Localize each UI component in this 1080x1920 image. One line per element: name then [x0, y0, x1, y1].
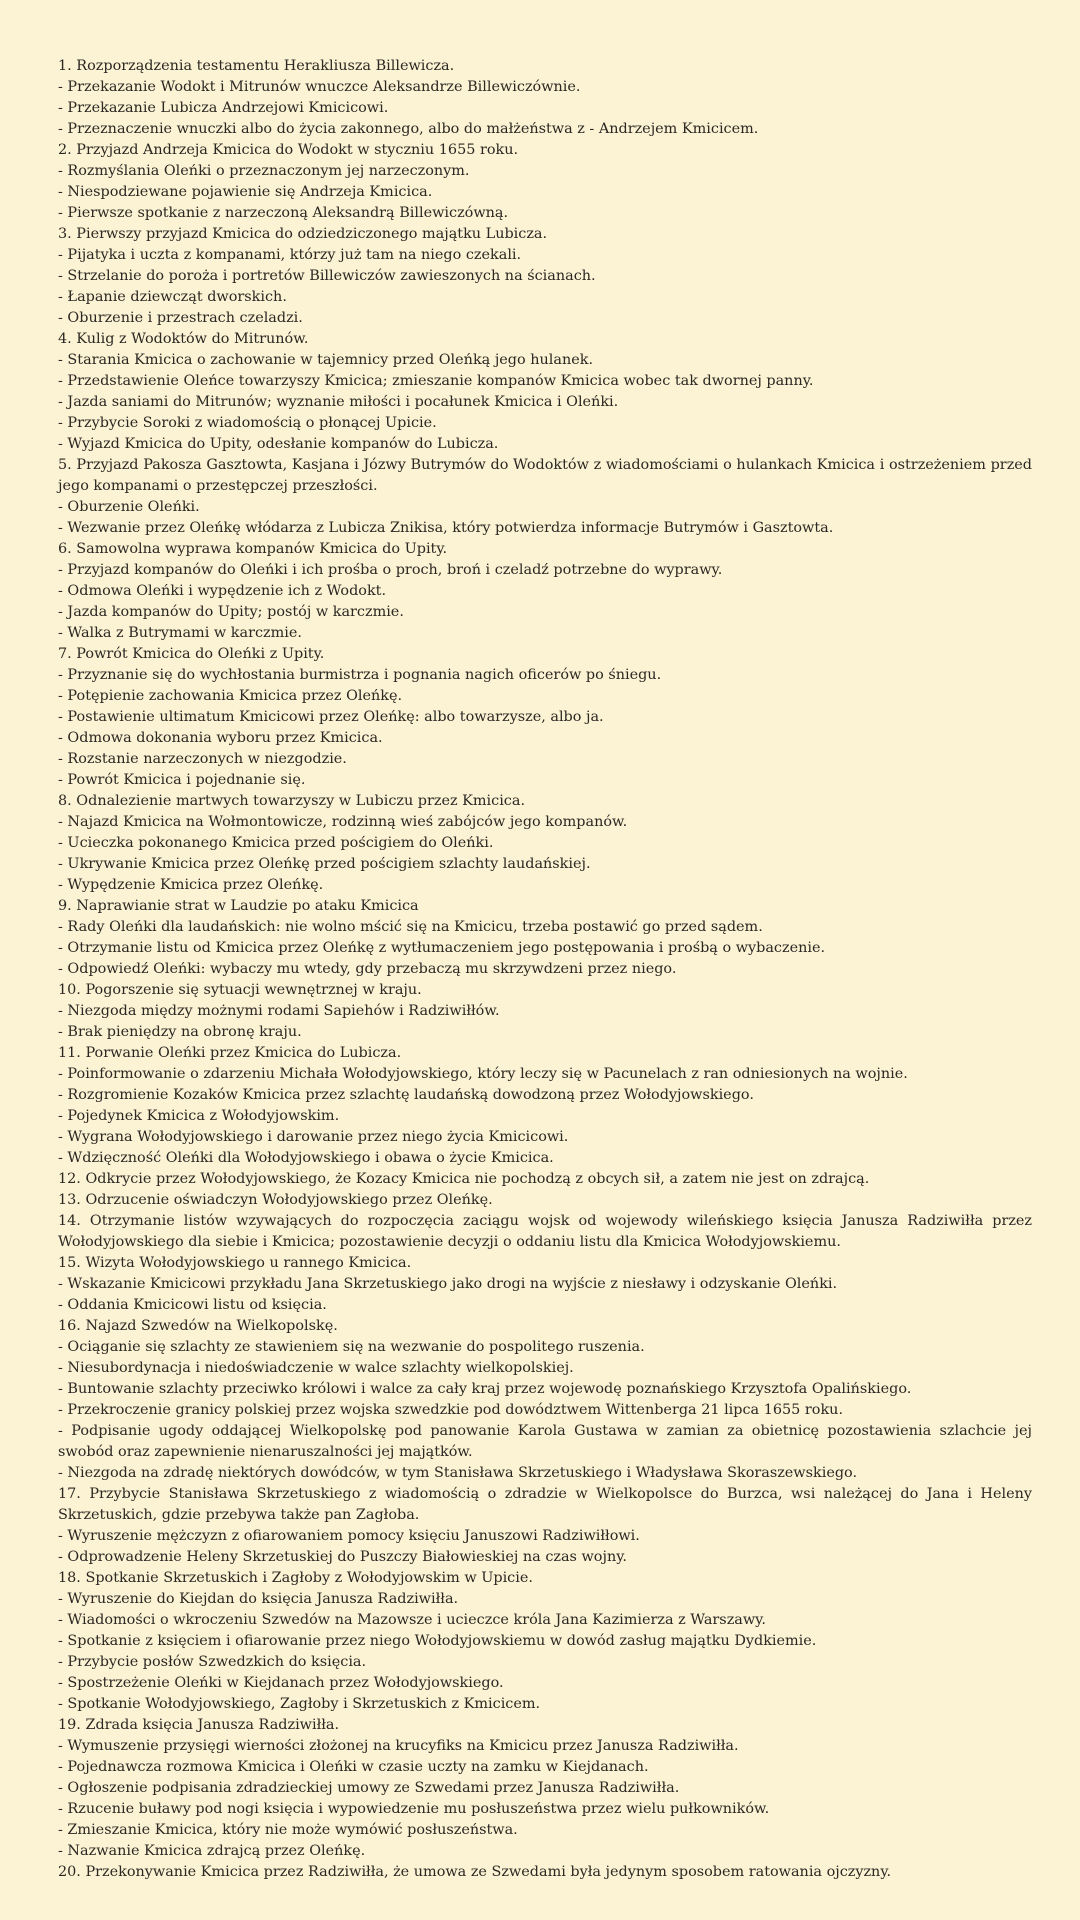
outline-subpoint: - Starania Kmicica o zachowanie w tajemnicy przed Oleńką jego hulanek.	[58, 352, 594, 368]
outline-subpoint: - Oburzenie i przestrach czeladzi.	[58, 310, 303, 326]
outline-subpoint: - Buntowanie szlachty przeciwko królowi i walce za cały kraj przez wojewodę poznańskiego Krzysztofa Opalińskiego.	[58, 1381, 912, 1397]
outline-heading: 13. Odrzucenie oświadczyn Wołodyjowskiego przez Oleńkę.	[58, 1192, 493, 1208]
outline-subpoint: - Łapanie dziewcząt dworskich.	[58, 289, 287, 305]
outline-subpoint: - Odmowa dokonania wyboru przez Kmicica.	[58, 730, 383, 746]
outline-heading: 3. Pierwszy przyjazd Kmicica do odziedziczonego majątku Lubicza.	[58, 226, 548, 242]
outline-subpoint: - Wymuszenie przysięgi wierności złożonej na krucyfiks na Kmicicu przez Janusza Radziwiłła.	[58, 1738, 739, 1754]
outline-subpoint: - Spotkanie z księciem i ofiarowanie przez niego Wołodyjowskiemu w dowód zasług majątku Dydkiemie.	[58, 1633, 817, 1649]
outline-subpoint: - Pojedynek Kmicica z Wołodyjowskim.	[58, 1108, 340, 1124]
outline-heading: 20. Przekonywanie Kmicica przez Radziwiłła, że umowa ze Szwedami była jedynym sposobem ratowania ojczyzny.	[58, 1864, 892, 1880]
outline-subpoint: - Potępienie zachowania Kmicica przez Oleńkę.	[58, 688, 403, 704]
outline-subpoint: - Jazda saniami do Mitrunów; wyznanie miłości i pocałunek Kmicica i Oleńki.	[58, 394, 619, 410]
outline-subpoint: - Rady Oleńki dla laudańskich: nie wolno mścić się na Kmicicu, trzeba postawić go przed sądem.	[58, 919, 763, 935]
outline-heading: 14. Otrzymanie listów wzywających do rozpoczęcia zaciągu wojsk od wojewody wileńskiego księcia Janusza Radziwiłła przez Wołodyjowskiego dla siebie i Kmicica; pozostawienie decyzji o oddaniu listu dla Kmicica Wołodyjowskiemu.	[58, 1213, 1032, 1250]
outline-subpoint: - Ogłoszenie podpisania zdradzieckiej umowy ze Szwedami przez Janusza Radziwiłła.	[58, 1780, 680, 1796]
outline-heading: 19. Zdrada księcia Janusza Radziwiłła.	[58, 1717, 340, 1733]
outline-subpoint: - Zmieszanie Kmicica, który nie może wymówić posłuszeństwa.	[58, 1822, 518, 1838]
outline-subpoint: - Ukrywanie Kmicica przez Oleńkę przed pościgiem szlachty laudańskiej.	[58, 856, 591, 872]
outline-heading: 16. Najazd Szwedów na Wielkopolskę.	[58, 1318, 338, 1334]
outline-heading: 9. Naprawianie strat w Laudzie po ataku Kmicica	[58, 898, 419, 914]
outline-heading: 11. Porwanie Oleńki przez Kmicica do Lubicza.	[58, 1045, 402, 1061]
outline-subpoint: - Wskazanie Kmicicowi przykładu Jana Skrzetuskiego jako drogi na wyjście z niesławy i odzyskanie Oleńki.	[58, 1276, 838, 1292]
outline-subpoint: - Pojednawcza rozmowa Kmicica i Oleńki w czasie uczty na zamku w Kiejdanach.	[58, 1759, 649, 1775]
outline-heading: 2. Przyjazd Andrzeja Kmicica do Wodokt w styczniu 1655 roku.	[58, 142, 519, 158]
outline-subpoint: - Pijatyka i uczta z kompanami, którzy już tam na niego czekali.	[58, 247, 522, 263]
outline-subpoint: - Jazda kompanów do Upity; postój w karczmie.	[58, 604, 404, 620]
outline-subpoint: - Poinformowanie o zdarzeniu Michała Wołodyjowskiego, który leczy się w Pacunelach z ran odniesionych na wojnie.	[58, 1066, 908, 1082]
outline-subpoint: - Strzelanie do poroża i portretów Billewiczów zawieszonych na ścianach.	[58, 268, 596, 284]
outline-subpoint: - Powrót Kmicica i pojednanie się.	[58, 772, 306, 788]
outline-subpoint: - Przeznaczenie wnuczki albo do życia zakonnego, albo do małżeństwa z - Andrzejem Kmicicem.	[58, 121, 759, 137]
outline-heading: 5. Przyjazd Pakosza Gasztowta, Kasjana i Józwy Butrymów do Wodoktów z wiadomościami o hulankach Kmicica i ostrzeżeniem przed jego kompanami o przestępczej przeszłości.	[58, 457, 1032, 494]
outline-subpoint: - Oddania Kmicicowi listu od księcia.	[58, 1297, 327, 1313]
outline-subpoint: - Odpowiedź Oleńki: wybaczy mu wtedy, gdy przebaczą mu skrzywdzeni przez niego.	[58, 961, 677, 977]
outline-subpoint: - Przyznanie się do wychłostania burmistrza i pognania nagich oficerów po śniegu.	[58, 667, 662, 683]
outline-subpoint: - Nazwanie Kmicica zdrajcą przez Oleńkę.	[58, 1843, 366, 1859]
outline-subpoint: - Przybycie posłów Szwedzkich do księcia.	[58, 1654, 367, 1670]
outline-subpoint: - Niesubordynacja i niedoświadczenie w walce szlachty wielkopolskiej.	[58, 1360, 574, 1376]
outline-subpoint: - Wyruszenie mężczyzn z ofiarowaniem pomocy księciu Januszowi Radziwiłłowi.	[58, 1528, 640, 1544]
outline-subpoint: - Odmowa Oleńki i wypędzenie ich z Wodokt.	[58, 583, 387, 599]
outline-subpoint: - Postawienie ultimatum Kmicicowi przez Oleńkę: albo towarzysze, albo ja.	[58, 709, 604, 725]
outline-heading: 6. Samowolna wyprawa kompanów Kmicica do Upity.	[58, 541, 448, 557]
outline-subpoint: - Wypędzenie Kmicica przez Oleńkę.	[58, 877, 324, 893]
outline-heading: 4. Kulig z Wodoktów do Mitrunów.	[58, 331, 309, 347]
outline-heading: 10. Pogorszenie się sytuacji wewnętrznej w kraju.	[58, 982, 422, 998]
outline-subpoint: - Wdzięczność Oleńki dla Wołodyjowskiego i obawa o życie Kmicica.	[58, 1150, 554, 1166]
outline-subpoint: - Niezgoda na zdradę niektórych dowódców, w tym Stanisława Skrzetuskiego i Władysława Skoraszewskiego.	[58, 1465, 858, 1481]
outline-subpoint: - Przyjazd kompanów do Oleńki i ich prośba o proch, broń i czeladź potrzebne do wyprawy.	[58, 562, 723, 578]
outline-subpoint: - Przekroczenie granicy polskiej przez wojska szwedzkie pod dowództwem Wittenberga 21 lipca 1655 roku.	[58, 1402, 844, 1418]
outline-subpoint: - Przekazanie Lubicza Andrzejowi Kmicicowi.	[58, 100, 389, 116]
outline-subpoint: - Odprowadzenie Heleny Skrzetuskiej do Puszczy Białowieskiej na czas wojny.	[58, 1549, 627, 1565]
outline-subpoint: - Wezwanie przez Oleńkę włódarza z Lubicza Znikisa, który potwierdza informacje Butrymów i Gasztowta.	[58, 520, 834, 536]
outline-subpoint: - Przedstawienie Oleńce towarzyszy Kmicica; zmieszanie kompanów Kmicica wobec tak dwornej panny.	[58, 373, 814, 389]
outline-subpoint: - Przybycie Soroki z wiadomością o płonącej Upicie.	[58, 415, 437, 431]
outline-heading: 18. Spotkanie Skrzetuskich i Zagłoby z Wołodyjowskim w Upicie.	[58, 1570, 533, 1586]
outline-subpoint: - Przekazanie Wodokt i Mitrunów wnuczce Aleksandrze Billewiczównie.	[58, 79, 581, 95]
outline-heading: 7. Powrót Kmicica do Oleńki z Upity.	[58, 646, 325, 662]
outline-subpoint: - Wiadomości o wkroczeniu Szwedów na Mazowsze i ucieczce króla Jana Kazimierza z Warszawy.	[58, 1612, 766, 1628]
outline-subpoint: - Rozstanie narzeczonych w niezgodzie.	[58, 751, 347, 767]
outline-subpoint: - Brak pieniędzy na obronę kraju.	[58, 1024, 302, 1040]
outline-heading: 17. Przybycie Stanisława Skrzetuskiego z wiadomością o zdradzie w Wielkopolsce do Burzca, wsi należącej do Jana i Heleny Skrzetuskich, gdzie przebywa także pan Zagłoba.	[58, 1486, 1032, 1523]
outline-subpoint: - Niespodziewane pojawienie się Andrzeja Kmicica.	[58, 184, 433, 200]
outline-subpoint: - Spotkanie Wołodyjowskiego, Zagłoby i Skrzetuskich z Kmicicem.	[58, 1696, 541, 1712]
outline-subpoint: - Ucieczka pokonanego Kmicica przed pościgiem do Oleńki.	[58, 835, 494, 851]
outline-subpoint: - Rozmyślania Oleńki o przeznaczonym jej narzeczonym.	[58, 163, 470, 179]
outline-subpoint: - Najazd Kmicica na Wołmontowicze, rodzinną wieś zabójców jego kompanów.	[58, 814, 628, 830]
outline-subpoint: - Rozgromienie Kozaków Kmicica przez szlachtę laudańską dowodzoną przez Wołodyjowskiego.	[58, 1087, 754, 1103]
outline-subpoint: - Otrzymanie listu od Kmicica przez Oleńkę z wytłumaczeniem jego postępowania i prośbą o wybaczenie.	[58, 940, 826, 956]
outline-subpoint: - Wyjazd Kmicica do Upity, odesłanie kompanów do Lubicza.	[58, 436, 499, 452]
outline-subpoint: - Oburzenie Oleńki.	[58, 499, 200, 515]
outline-subpoint: - Wyruszenie do Kiejdan do księcia Janusza Radziwiłła.	[58, 1591, 459, 1607]
outline-heading: 1. Rozporządzenia testamentu Herakliusza Billewicza.	[58, 58, 455, 74]
outline-subpoint: - Wygrana Wołodyjowskiego i darowanie przez niego życia Kmicicowi.	[58, 1129, 569, 1145]
outline-subpoint: - Spostrzeżenie Oleńki w Kiejdanach przez Wołodyjowskiego.	[58, 1675, 504, 1691]
outline-subpoint: - Ociąganie się szlachty ze stawieniem się na wezwanie do pospolitego ruszenia.	[58, 1339, 645, 1355]
outline-subpoint: - Niezgoda między możnymi rodami Sapiehów i Radziwiłłów.	[58, 1003, 500, 1019]
outline-subpoint: - Podpisanie ugody oddającej Wielkopolskę pod panowanie Karola Gustawa w zamian za obietnicę pozostawienia szlachcie jej swobód oraz zapewnienie nienaruszalności jej majątków.	[58, 1423, 1032, 1460]
outline-subpoint: - Pierwsze spotkanie z narzeczoną Aleksandrą Billewiczówną.	[58, 205, 509, 221]
outline-subpoint: - Rzucenie buławy pod nogi księcia i wypowiedzenie mu posłuszeństwa przez wielu pułkowników.	[58, 1801, 770, 1817]
outline-heading: 12. Odkrycie przez Wołodyjowskiego, że Kozacy Kmicica nie pochodzą z obcych sił, a zatem nie jest on zdrajcą.	[58, 1171, 870, 1187]
outline-subpoint: - Walka z Butrymami w karczmie.	[58, 625, 302, 641]
outline-heading: 15. Wizyta Wołodyjowskiego u rannego Kmicica.	[58, 1255, 412, 1271]
outline-heading: 8. Odnalezienie martwych towarzyszy w Lubiczu przez Kmicica.	[58, 793, 526, 809]
